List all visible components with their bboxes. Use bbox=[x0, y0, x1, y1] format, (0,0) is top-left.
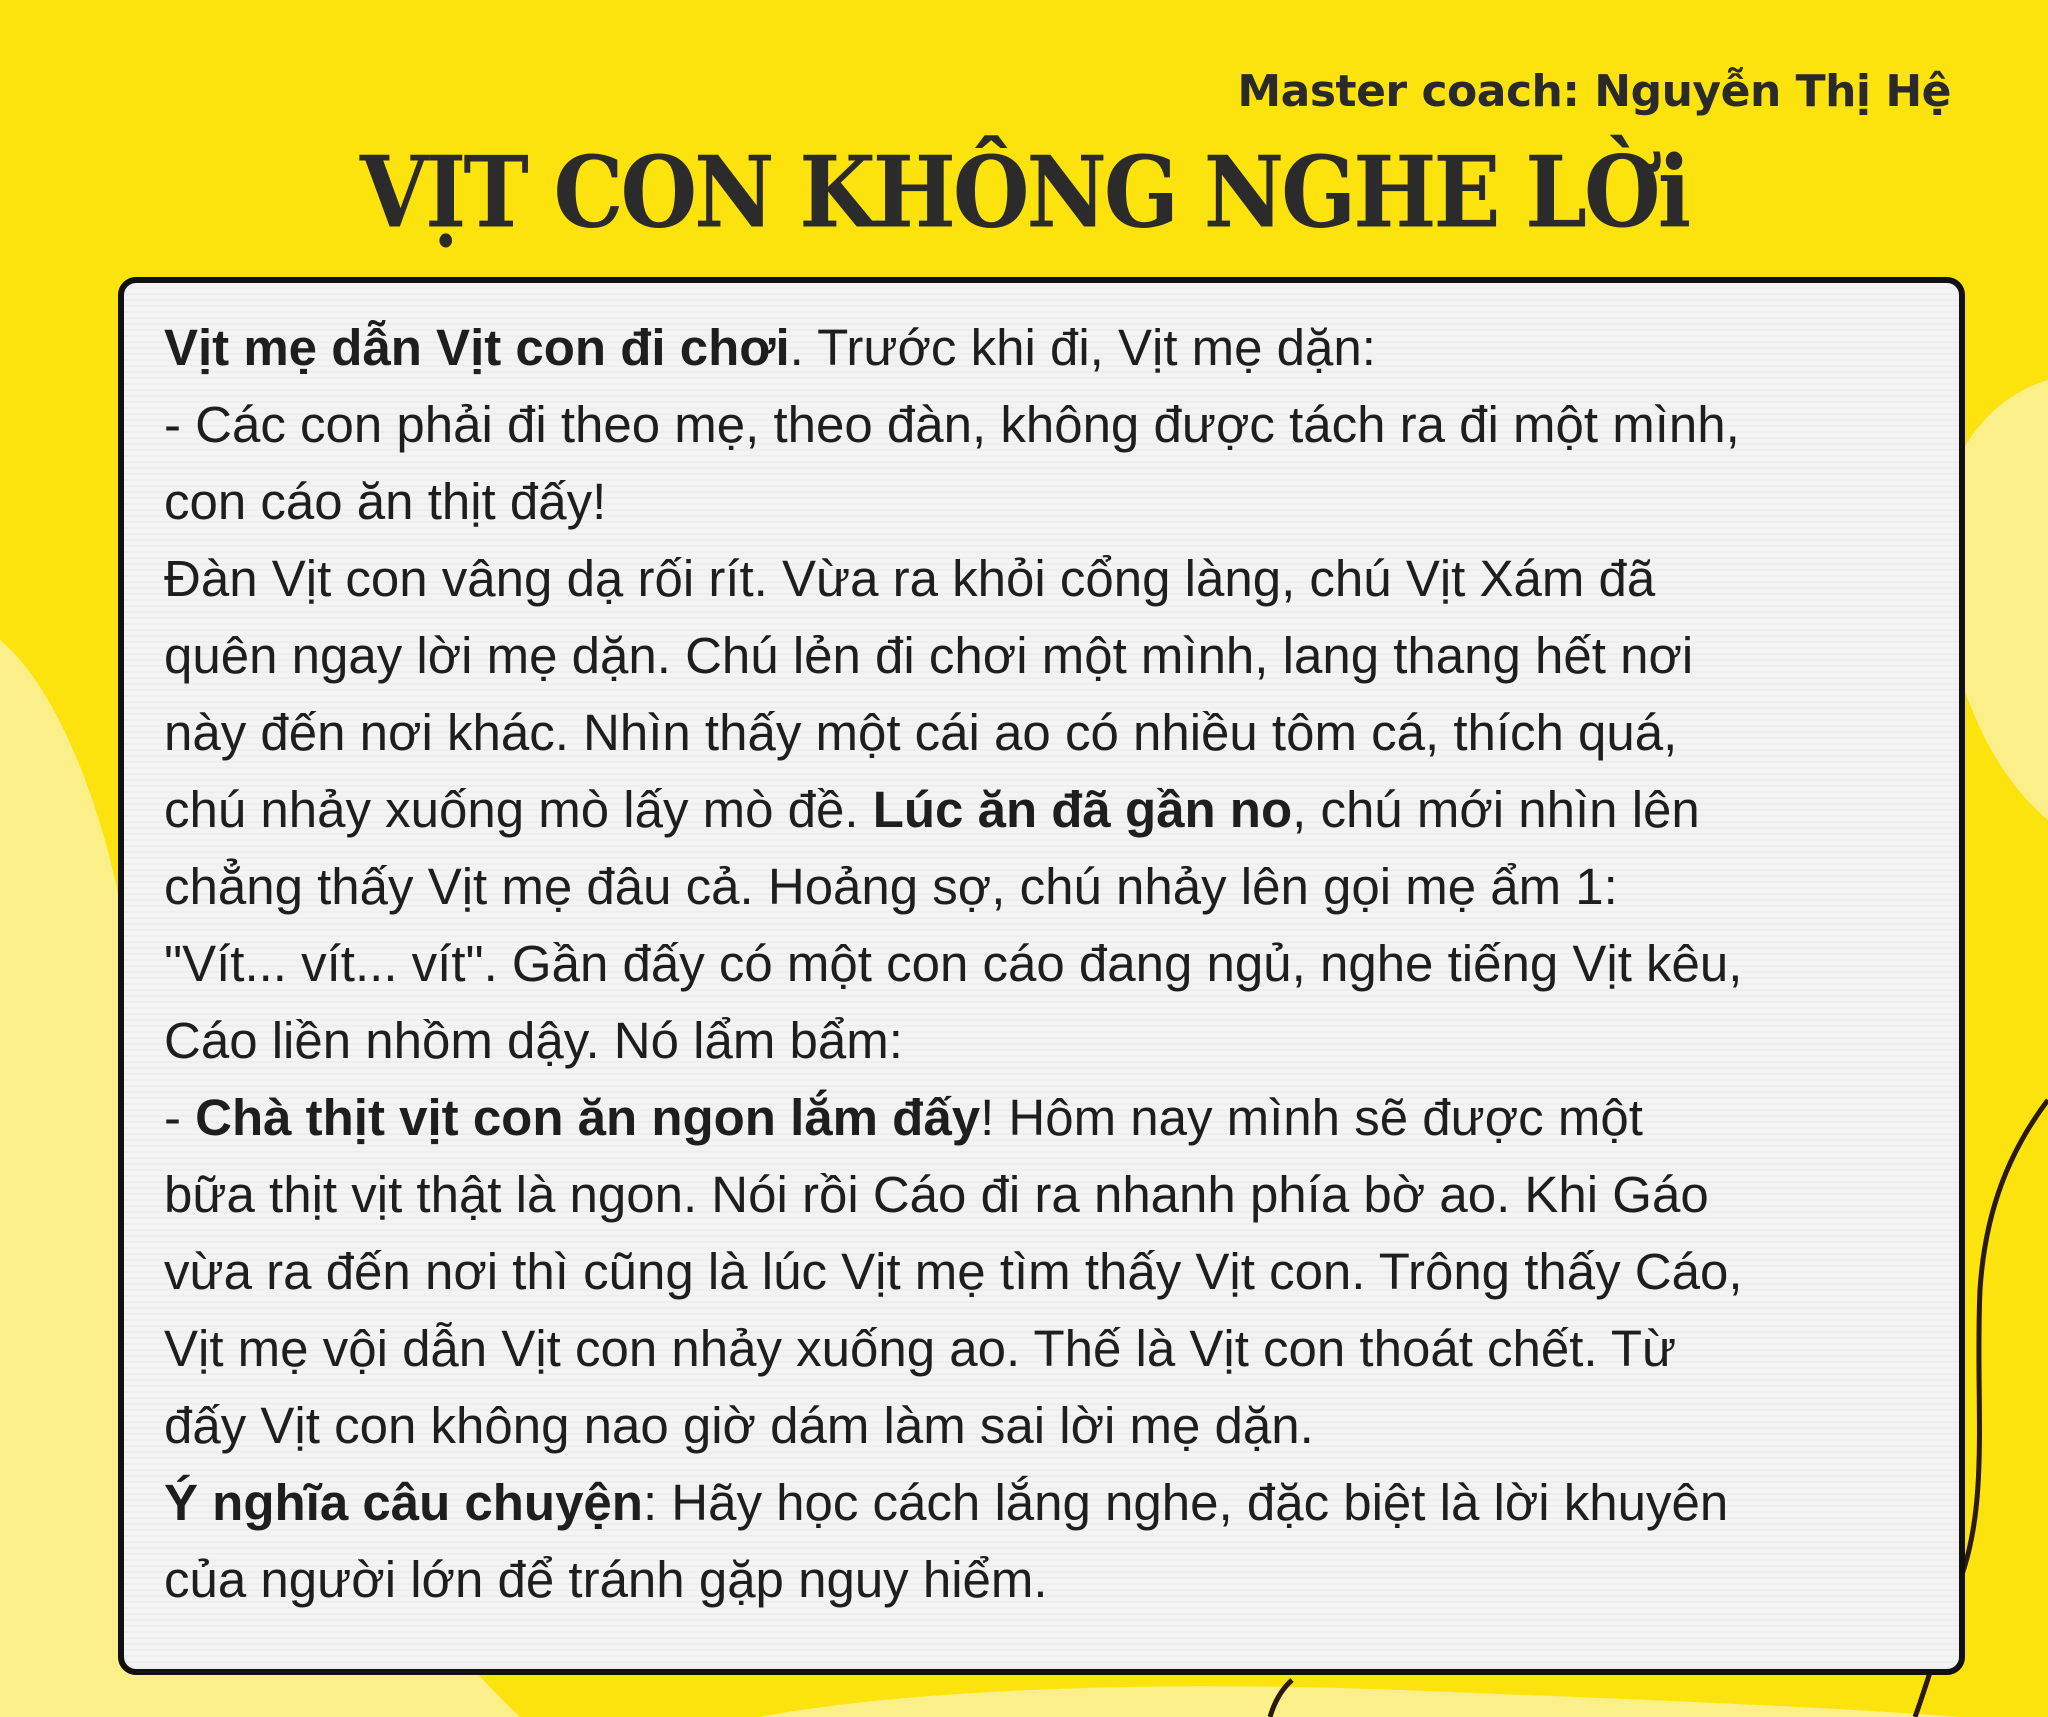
story-line: vừa ra đến nơi thì cũng là lúc Vịt mẹ tìm thấy Vịt con. Trông thấy Cáo, bbox=[164, 1243, 1743, 1300]
story-line: quên ngay lời mẹ dặn. Chú lẻn đi chơi một mình, lang thang hết nơi bbox=[164, 627, 1694, 684]
author-credit: Master coach: Nguyễn Thị Hệ bbox=[1237, 66, 1951, 117]
meaning-line: của người lớn để tránh gặp nguy hiểm. bbox=[164, 1551, 1048, 1608]
story-line bbox=[164, 771, 1944, 848]
story-line: "Vít... vít... vít". Gần đấy có một con cáo đang ngủ, nghe tiếng Vịt kêu, bbox=[164, 935, 1743, 992]
bold-phrase: Lúc ăn đã gần no bbox=[872, 781, 1293, 838]
text-span: chú nhảy xuống mò lấy mò đề. bbox=[164, 781, 873, 838]
story-text bbox=[164, 309, 1944, 1618]
story-line: chẳng thấy Vịt mẹ đâu cả. Hoảng sợ, chú nhảy lên gọi mẹ ẩm 1: bbox=[164, 858, 1618, 915]
text-span: : Hãy học cách lắng nghe, đặc biệt là lời khuyên bbox=[642, 1474, 1729, 1531]
story-line bbox=[164, 1079, 1944, 1156]
story-line: này đến nơi khác. Nhìn thấy một cái ao có nhiều tôm cá, thích quá, bbox=[164, 704, 1678, 761]
bold-phrase: Chà thịt vịt con ăn ngon lắm đấy bbox=[195, 1089, 981, 1146]
story-line: Cáo liền nhồm dậy. Nó lẩm bẩm: bbox=[164, 1012, 903, 1069]
story-line: Vịt mẹ vội dẫn Vịt con nhảy xuống ao. Thế là Vịt con thoát chết. Từ bbox=[164, 1320, 1677, 1377]
story-line: con cáo ăn thịt đấy! bbox=[164, 473, 607, 530]
meaning-line bbox=[164, 1464, 1944, 1541]
story-card bbox=[118, 277, 1965, 1675]
story-line bbox=[164, 309, 1944, 386]
story-line: bữa thịt vịt thật là ngon. Nói rồi Cáo đi ra nhanh phía bờ ao. Khi Gáo bbox=[164, 1166, 1709, 1223]
story-line: Đàn Vịt con vâng dạ rối rít. Vừa ra khỏi cổng làng, chú Vịt Xám đã bbox=[164, 550, 1656, 607]
text-span: ! Hôm nay mình sẽ được một bbox=[980, 1089, 1643, 1146]
text-span: . Trước khi đi, Vịt mẹ dặn: bbox=[789, 319, 1376, 376]
story-title: VỊT CON KHÔNG NGHE LỜi bbox=[359, 133, 1689, 251]
bottom-blob bbox=[760, 1686, 1960, 1717]
bold-phrase: Vịt mẹ dẫn Vịt con đi chơi bbox=[164, 319, 790, 376]
text-span: , chú mới nhìn lên bbox=[1292, 781, 1700, 838]
text-span: - bbox=[164, 1089, 196, 1146]
story-line: - Các con phải đi theo mẹ, theo đàn, không được tách ra đi một mình, bbox=[164, 396, 1740, 453]
story-line: đấy Vịt con không nao giờ dám làm sai lời mẹ dặn. bbox=[164, 1397, 1314, 1454]
meaning-label: Ý nghĩa câu chuyện bbox=[164, 1474, 643, 1531]
